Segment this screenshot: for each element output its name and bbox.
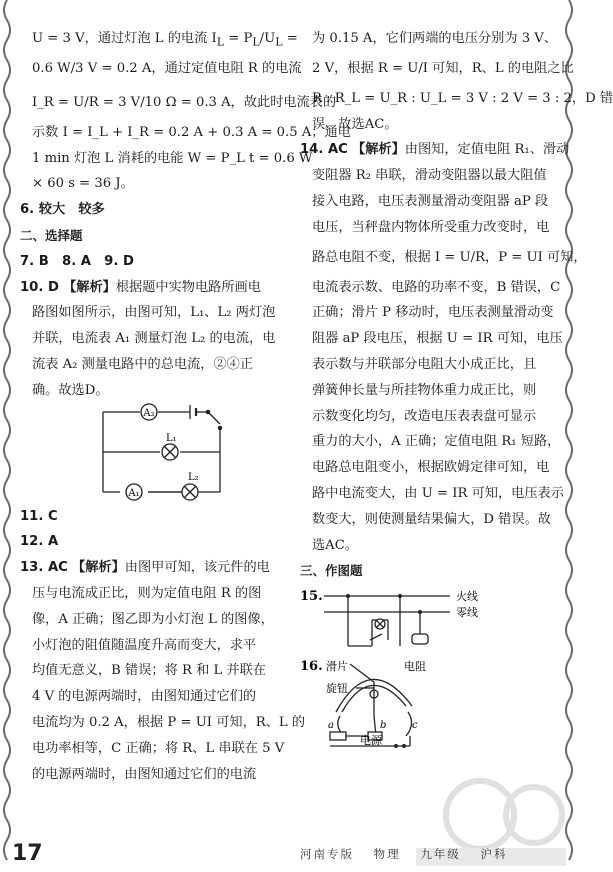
question-16-number: 16. (300, 659, 323, 675)
wiring-diagram-15 (300, 584, 558, 656)
text-line: 示数 I = I_L + I_R = 0.2 A + 0.3 A = 0.5 A；通电 (32, 124, 351, 140)
question-number: 14. AC (300, 142, 348, 158)
text-line: R : R_L = U_R : U_L = 3 V : 2 V = 3 : 2，D 错 (312, 90, 613, 106)
text-line (20, 26, 298, 52)
page-footer (0, 832, 576, 872)
wiring-svg (300, 584, 558, 656)
text-line: 电压，当秤盘内物体所受重力改变时，电 (312, 219, 550, 235)
text-line: × 60 s = 36 J。 (32, 176, 134, 192)
subscript: L (275, 35, 283, 49)
answer-12: 12. A (20, 534, 59, 550)
knob-label: 旋钮 (326, 682, 348, 696)
text-line: 表示数与并联部分电阻大小成正比，且 (312, 356, 537, 372)
page-number: 17 (12, 841, 43, 866)
text-fragment: U = 3 V，通过灯泡 L 的电流 I (32, 31, 217, 46)
footer-publisher: 沪科 (480, 847, 508, 861)
section-heading-drawing: 三、作图题 (300, 563, 363, 579)
answer-11: 11. C (20, 508, 58, 524)
ammeter-a2-label: A₂ (143, 407, 155, 419)
text-line: 2 V，根据 R = U/I 可知，R、L 的电阻之比 (312, 60, 574, 76)
question-number: 10. D (20, 279, 59, 295)
text-line: 路图如图所示，由图可知，L₁、L₂ 两灯泡 (32, 305, 276, 321)
power-supply-label: 电源 (360, 734, 382, 748)
text-line: 示数变化均匀，改造电压表表盘可显示 (312, 408, 537, 424)
text-fragment: = (282, 31, 298, 46)
text-line: I_R = U/R = 3 V/10 Ω = 0.3 A，故此时电流表的 (32, 94, 337, 110)
text-line: 重力的大小，A 正确；定值电阻 R₁ 短路， (312, 434, 561, 450)
text-line: 电路总电阻变小，根据欧姆定律可知，电 (312, 460, 550, 476)
text-line: 电流均为 0.2 A，根据 P = UI 可知，R、L 的 (32, 714, 306, 730)
analysis-tag: 【解析】 (72, 560, 125, 576)
text-line: 流表 A₂ 测量电路中的总电流，②④正 (32, 356, 254, 372)
text-line: 变阻器 R₂ 串联，滑动变阻器以最大阻值 (312, 168, 547, 184)
lamp-l1-label: L₁ (166, 432, 177, 444)
text-line: 小灯泡的阻值随温度升高而变大，求平 (32, 637, 257, 653)
slider-label: 滑片 (326, 660, 348, 674)
neutral-wire-label: 零线 (456, 606, 478, 620)
right-column (300, 26, 613, 754)
text-line: 确。故选D。 (32, 382, 109, 398)
text-line: 电功率相等，C 正确；将 R、L 串联在 5 V (32, 740, 285, 756)
subscript: L (252, 35, 260, 49)
live-wire-label: 火线 (456, 590, 478, 604)
text-line: 为 0.15 A，它们两端的电压分别为 3 V、 (312, 31, 558, 46)
analysis-tag: 【解析】 (352, 142, 405, 158)
circuit-diagram-10 (20, 404, 283, 504)
answer-13-line (20, 555, 283, 581)
text-fragment: = P (224, 31, 253, 46)
text-line: 正确；滑片 P 移动时，电压表测量滑动变 (312, 305, 554, 321)
question-number: 13. AC (20, 560, 68, 576)
answer-14-line (300, 137, 570, 163)
text-line: 1 min 灯泡 L 消耗的电能 W = P_L t = 0.6 W (32, 150, 313, 166)
terminal-c-label: c (412, 720, 418, 732)
ammeter-a1-label: A₁ (128, 487, 140, 499)
answer-7-9: 7. B 8. A 9. D (20, 253, 134, 269)
lamp-l2-label: L₂ (188, 471, 199, 483)
text-line: 压与电流成正比，则为定值电阻 R 的图 (32, 585, 262, 601)
text-line: 选AC。 (312, 537, 358, 553)
footer-subject: 物理 (373, 847, 401, 861)
text-line: 误。故选AC。 (312, 116, 398, 132)
text-line: 像，A 正确；图乙即为小灯泡 L 的图像， (32, 611, 274, 627)
potentiometer-diagram-16 (300, 656, 558, 754)
resistor-label: 电阻 (404, 660, 426, 674)
text-line: 弹簧伸长量与所挂物体重力成正比，则 (312, 382, 537, 398)
analysis-tag: 【解析】 (63, 279, 116, 295)
section-heading-choice: 二、选择题 (20, 227, 83, 243)
question-15-number: 15. (300, 589, 323, 605)
circuit-svg (20, 404, 283, 504)
terminal-a-label: a (328, 720, 334, 732)
text-line: 接入电路，电压表测量滑动变阻器 aP 段 (312, 193, 549, 209)
text-line: 0.6 W/3 V = 0.2 A，通过定值电阻 R 的电流 (32, 60, 302, 76)
text-line: 均值无意义，B 错误；将 R 和 L 并联在 (32, 663, 266, 679)
text-line: 数变大，则使测量结果偏大，D 错误。故 (312, 511, 551, 527)
terminal-b-label: b (380, 720, 387, 732)
text-line: 路总电阻不变，根据 I = U/R，P = UI 可知， (312, 249, 587, 265)
text-fragment: 由图甲可知，该元件的电 (124, 560, 270, 576)
text-line: 4 V 的电源两端时，由图知通过它们的 (32, 689, 257, 705)
subscript: L (216, 35, 225, 49)
text-line: 的电源两端时，由图知通过它们的电流 (32, 766, 257, 782)
answer-10-line (20, 275, 283, 301)
footer-grade: 九年级 (420, 847, 461, 861)
left-wave-border (0, 0, 14, 872)
text-line: 并联，电流表 A₁ 测量灯泡 L₂ 的电流，电 (32, 331, 276, 347)
text-line: 阻器 aP 段电压，根据 U = IR 可知，电压 (312, 331, 563, 347)
text-fragment: 由图知，定值电阻 R₁、滑动 (404, 142, 570, 158)
text-fragment: /U (259, 31, 276, 46)
text-line: 电流表示数、电路的功率不变，B 错误，C (312, 279, 561, 295)
footer-info (300, 846, 521, 862)
text-line: 路中电流变大，由 U = IR 可知，电压表示 (312, 485, 564, 501)
text-fragment: 根据题中实物电路所画电 (115, 279, 261, 295)
footer-edition: 河南专版 (300, 847, 354, 861)
right-wave-border (562, 0, 576, 872)
potentiometer-svg (300, 656, 558, 754)
answer-6: 6. 较大 较多 (20, 202, 105, 218)
